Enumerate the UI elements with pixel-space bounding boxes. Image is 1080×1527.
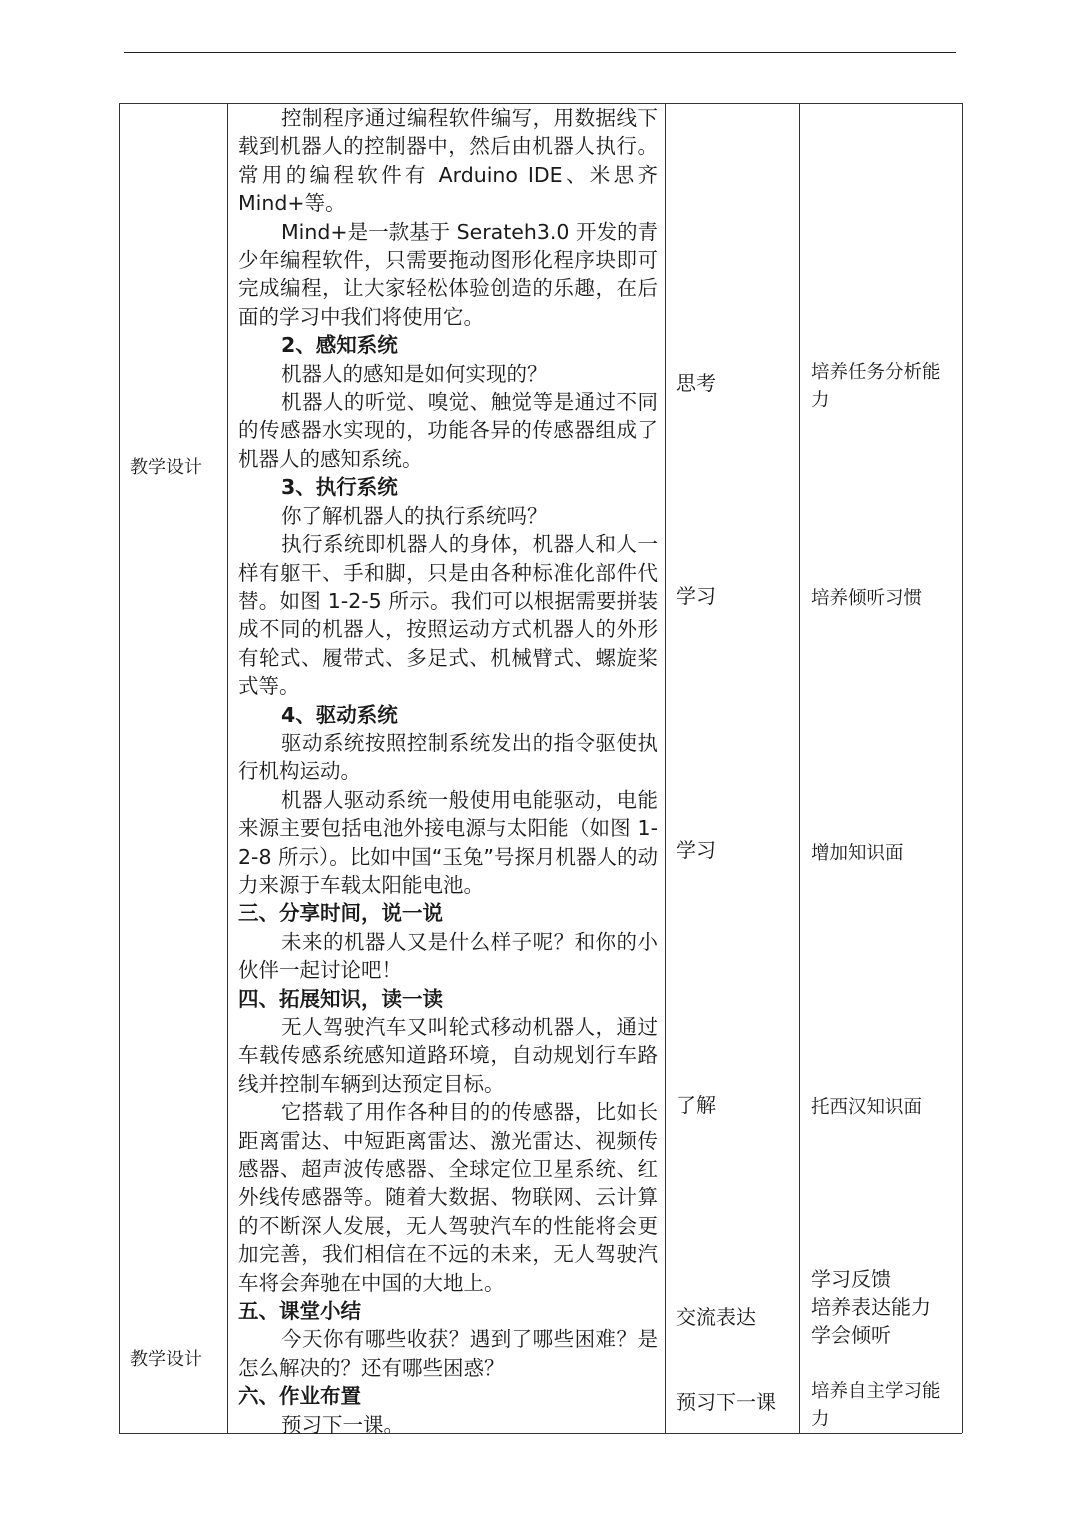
table-left-border — [119, 103, 120, 1433]
lesson-content — [238, 104, 658, 1439]
paragraph: 未来的机器人又是什么样子呢？和你的小伙伴一起讨论吧！ — [238, 929, 658, 983]
table-right-border — [962, 103, 963, 1433]
section-heading: 五、课堂小结 — [238, 1299, 361, 1324]
section-heading: 4、驱动系统 — [281, 702, 398, 727]
column-divider-3 — [799, 103, 800, 1433]
goal-self-study: 培养自主学习能力 — [811, 1381, 941, 1430]
header-rule — [124, 52, 956, 53]
paragraph: 控制程序通过编程软件编写，用数据线下载到机器人的控制器中，然后由机器人执行。常用的编程软件有 Arduino IDE、米思齐 Mind+等。 — [238, 106, 658, 216]
column-divider-1 — [227, 103, 228, 1433]
column-divider-2 — [665, 103, 666, 1433]
section-heading: 2、感知系统 — [281, 333, 398, 358]
activity-learn-2: 学习 — [676, 838, 716, 862]
activity-think: 思考 — [676, 371, 716, 395]
goal-feedback: 学习反馈 培养表达能力 学会倾听 — [811, 1267, 931, 1347]
row-label-teaching-design-2: 教学设计 — [130, 1349, 202, 1370]
section-heading: 3、执行系统 — [281, 475, 398, 500]
paragraph: 它搭载了用作各种目的的传感器，比如长距离雷达、中短距离雷达、激光雷达、视频传感器、超声波传感器、全球定位卫星系统、红外线传感器等。随着大数据、物联网、云计算的不断深人发展，无人驾驶汽车的性能将会更加完善，我们相信在不远的未来，无人驾驶汽车将会奔驰在中国的大地上。 — [238, 1100, 658, 1295]
paragraph: 机器人的听觉、嗅觉、触觉等是通过不同的传感器水实现的，功能各异的传感器组成了机器人的感知系统。 — [238, 390, 658, 471]
paragraph: 执行系统即机器人的身体，机器人和人一样有躯干、手和脚，只是由各种标准化部件代替。如图 1-2-5 所示。我们可以根据需要拼装成不同的机器人，按照运动方式机器人的外形有轮式、履带式、多足式、机械臂式、螺旋桨式等。 — [238, 532, 658, 699]
paragraph: 机器人驱动系统一般使用电能驱动，电能来源主要包括电池外接电源与太阳能（如图 1-2-8 所示）。比如中国“玉兔”号探月机器人的动力来源于车载太阳能电池。 — [238, 787, 658, 897]
activity-preview: 预习下一课 — [676, 1390, 776, 1414]
paragraph: 无人驾驶汽车又叫轮式移动机器人，通过车载传感系统感知道路环境，自动规划行车路线并控制车辆到达预定目标。 — [238, 1015, 658, 1096]
row-label-teaching-design: 教学设计 — [130, 457, 202, 478]
section-heading: 三、分享时间，说一说 — [238, 901, 443, 926]
section-heading: 六、作业布置 — [238, 1384, 361, 1409]
goal-listening-habit: 培养倾听习惯 — [811, 588, 923, 609]
goal-knowledge-2: 托西汉知识面 — [811, 1097, 923, 1118]
goal-knowledge: 增加知识面 — [811, 843, 904, 864]
paragraph: 驱动系统按照控制系统发出的指令驱使执行机构运动。 — [238, 730, 658, 784]
activity-understand: 了解 — [676, 1093, 716, 1117]
paragraph: 机器人的感知是如何实现的？ — [281, 361, 548, 386]
activity-communicate: 交流表达 — [676, 1305, 756, 1329]
paragraph: 今天你有哪些收获？遇到了哪些困难？是怎么解决的？还有哪些困惑？ — [238, 1327, 658, 1380]
activity-learn-1: 学习 — [676, 584, 716, 608]
goal-task-analysis: 培养任务分析能力 — [811, 362, 941, 411]
paragraph: 你了解机器人的执行系统吗？ — [281, 503, 548, 528]
paragraph: Mind+是一款基于 Serateh3.0 开发的青少年编程软件，只需要拖动图形化程序块即可完成编程，让大家轻松体验创造的乐趣，在后面的学习中我们将使用它。 — [238, 219, 658, 329]
paragraph: 预习下一课。 — [281, 1412, 404, 1437]
section-heading: 四、拓展知识，读一读 — [238, 986, 443, 1011]
